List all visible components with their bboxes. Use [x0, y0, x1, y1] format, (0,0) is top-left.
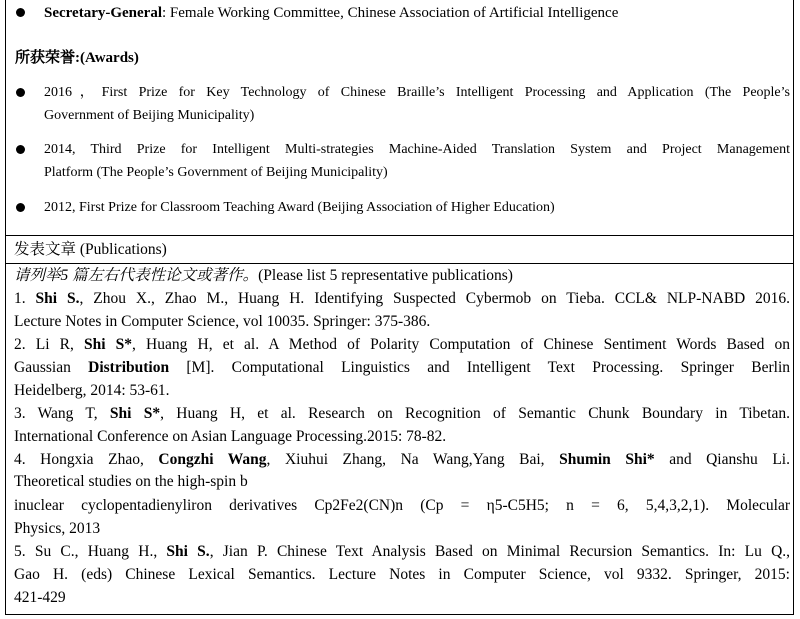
publications-title: 发表文章 (Publications)	[14, 241, 167, 258]
award-item-2	[44, 138, 790, 184]
pub-text: , Zhou X., Zhao M., Huang H. Identifying Suspected Cybermob on Tieba. CCL& NLP-NABD 2016.	[79, 290, 791, 307]
pub-text: 3. Wang T,	[14, 405, 110, 422]
award-1-line1: 2016，First Prize for Key Technology of Chinese Braille’s Intelligent Processing and Application (The People’s	[44, 85, 790, 100]
publication-4-line4: Physics, 2013	[14, 520, 101, 537]
publication-1-line1	[14, 288, 790, 310]
award-item-1	[44, 81, 790, 127]
publication-3-line1	[14, 403, 790, 425]
publication-4-line2: Theoretical studies on the high-spin b	[14, 473, 248, 490]
instruction-cn: 请列举5 篇左右代表性论文或著作。	[14, 267, 259, 284]
pub-author-bold: Shi S.	[166, 543, 210, 560]
pub-author-bold: Shi S*	[109, 405, 161, 422]
publication-2-line3: Heidelberg, 2014: 53-61.	[14, 382, 170, 399]
awards-heading: 所获荣誉:(Awards)	[15, 50, 139, 66]
publication-1-line2: Lecture Notes in Computer Science, vol 10035. Springer: 375-386.	[14, 313, 431, 330]
award-1-line2: Government of Beijing Municipality)	[44, 108, 255, 123]
publications-header	[5, 236, 794, 264]
publication-5-line2: Gao H. (eds) Chinese Lexical Semantics. Lecture Notes in Computer Science, vol 9332. Springer, 2015:	[14, 566, 790, 583]
publication-2-line2	[14, 357, 790, 379]
publications-instruction	[14, 265, 790, 287]
pub-text: , Jian P. Chinese Text Analysis Based on Minimal Recursion Semantics. In: Lu Q.,	[209, 543, 791, 560]
pub-text: , Huang H, et al. A Method of Polarity Computation of Chinese Sentiment Words Based on	[132, 336, 790, 353]
position-line	[44, 3, 618, 23]
award-2-line1: 2014, Third Prize for Intelligent Multi-strategies Machine-Aided Translation System and Project Management	[44, 142, 790, 157]
bullet-icon	[16, 203, 25, 212]
pub-bold-word: Distribution	[88, 359, 170, 376]
bullet-icon	[16, 145, 25, 154]
instruction-en: (Please list 5 representative publications)	[258, 267, 513, 284]
pub-text: 2. Li R,	[14, 336, 84, 353]
publication-2-line1	[14, 334, 790, 356]
pub-text: Gaussian	[14, 359, 89, 376]
publication-4-line3: inuclear cyclopentadienyliron derivatives Cp2Fe2(CN)n (Cp = η5-C5H5; n = 6, 5,4,3,2,1). Molecular	[14, 497, 790, 514]
awards-section	[5, 0, 794, 236]
bullet-icon	[16, 88, 25, 97]
pub-author-bold: Shi S.	[35, 290, 80, 307]
award-3-line1: 2012, First Prize for Classroom Teaching Award (Beijing Association of Higher Education)	[44, 200, 555, 215]
position-title: Secretary-General	[44, 5, 163, 21]
pub-author-bold: Shi S*	[84, 336, 133, 353]
publication-4-line1	[14, 449, 790, 471]
pub-text: [M]. Computational Linguistics and Intelligent Text Processing. Springer Berlin	[169, 359, 791, 376]
award-item-3	[44, 196, 790, 219]
pub-text: 4. Hongxia Zhao,	[14, 451, 159, 468]
position-rest: : Female Working Committee, Chinese Association of Artificial Intelligence	[162, 5, 619, 21]
publication-5-line3: 421-429	[14, 589, 66, 606]
publication-3-line2: International Conference on Asian Language Processing.2015: 78-82.	[14, 428, 447, 445]
publication-5-line1	[14, 541, 790, 563]
pub-text: , Huang H, et al. Research on Recognition of Semantic Chunk Boundary in Tibetan.	[160, 405, 790, 422]
bullet-icon	[16, 8, 25, 17]
pub-text: 5. Su C., Huang H.,	[14, 543, 167, 560]
pub-author-bold: Shumin Shi*	[559, 451, 655, 468]
pub-author-bold: Congzhi Wang	[158, 451, 267, 468]
pub-text: , Xiuhui Zhang, Na Wang,Yang Bai,	[266, 451, 560, 468]
award-2-line2: Platform (The People’s Government of Beijing Municipality)	[44, 165, 388, 180]
pub-num: 1.	[14, 290, 36, 307]
publications-list	[5, 264, 794, 615]
pub-text: and Qianshu Li.	[654, 451, 790, 468]
